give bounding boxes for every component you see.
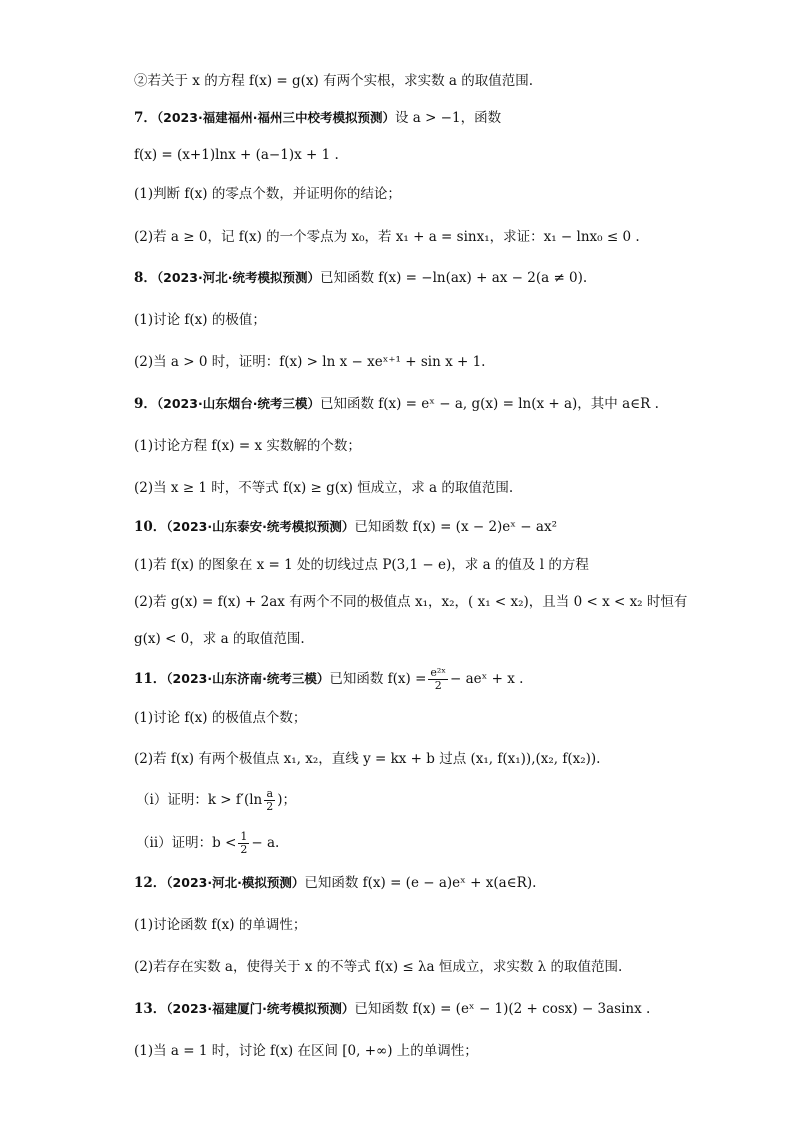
text-line: (1)讨论函数 f(x) 的单调性； [134, 917, 307, 933]
problem-9-header: 9．（2023·山东烟台·统考三模）已知函数 f(x) = eˣ − a, g(x) = ln(x + a)，其中 a∈R . [134, 396, 659, 412]
problem-7-header: 7．（2023·福建福州·福州三中校考模拟预测）设 a > −1，函数 [134, 110, 502, 126]
text-line: (2)若 a ≥ 0，记 f(x) 的一个零点为 x₀，若 x₁ + a = sinx₁，求证：x₁ − lnx₀ ≤ 0 . [134, 229, 640, 245]
text-line: (1)讨论方程 f(x) = x 实数解的个数； [134, 438, 361, 454]
text-line: (1)讨论 f(x) 的极值点个数； [134, 710, 307, 726]
problem-10-header: 10．（2023·山东泰安·统考模拟预测）已知函数 f(x) = (x − 2)eˣ − ax² [134, 519, 557, 535]
text-line: (1)若 f(x) 的图象在 x = 1 处的切线过点 P(3,1 − e)，求 a 的值及 l 的方程 [134, 557, 589, 573]
text-line: (2)若 f(x) 有两个极值点 x₁, x₂，直线 y = kx + b 过点 (x₁, f(x₁)),(x₂, f(x₂)). [134, 751, 601, 767]
text-line: (1)讨论 f(x) 的极值； [134, 312, 266, 328]
text-line: (2)若存在实数 a，使得关于 x 的不等式 f(x) ≤ λa 恒成立，求实数 λ 的取值范围. [134, 959, 623, 975]
text-line: (2)若 g(x) = f(x) + 2ax 有两个不同的极值点 x₁，x₂，( x₁ < x₂)，且当 0 < x < x₂ 时恒有 [134, 594, 688, 610]
text-line: ②若关于 x 的方程 f(x) = g(x) 有两个实根，求实数 a 的取值范围. [134, 73, 534, 89]
problem-13-header: 13．（2023·福建厦门·统考模拟预测）已知函数 f(x) = (eˣ − 1)(2 + cosx) − 3asinx . [134, 1001, 651, 1017]
problem-12-header: 12．（2023·河北·模拟预测）已知函数 f(x) = (e − a)eˣ + x(a∈R). [134, 875, 537, 891]
fraction: $\frac{\text{e²ˣ}}{2}$ [430, 666, 446, 692]
text-line: f(x) = (x+1)lnx + (a−1)x + 1 . [134, 147, 339, 163]
text-line: （i）证明：k > f′(ln $\frac{a}{2}$ )； [136, 787, 297, 813]
problem-8-header: 8．（2023·河北·统考模拟预测）已知函数 f(x) = −ln(ax) + ax − 2(a ≠ 0). [134, 270, 588, 286]
text-line: (2)当 a > 0 时，证明：f(x) > ln x − xeˣ⁺¹ + sin x + 1. [134, 354, 486, 370]
text-line: (1)当 a = 1 时，讨论 f(x) 在区间 [0, +∞) 上的单调性； [134, 1043, 478, 1059]
problem-11-header: 11．（2023·山东济南·统考三模）已知函数 f(x) = $\frac{\text{e²ˣ}}{2}$ − aeˣ + x . [134, 666, 524, 692]
fraction: $\frac{a}{2}$ [266, 787, 274, 813]
text-line: （ii）证明：b < $\frac{1}{2}$ − a. [136, 830, 280, 856]
fraction: $\frac{1}{2}$ [240, 830, 248, 856]
text-line: g(x) < 0，求 a 的取值范围. [134, 631, 305, 647]
text-line: (1)判断 f(x) 的零点个数，并证明你的结论； [134, 186, 401, 202]
text-line: (2)当 x ≥ 1 时，不等式 f(x) ≥ g(x) 恒成立，求 a 的取值范围. [134, 480, 514, 496]
